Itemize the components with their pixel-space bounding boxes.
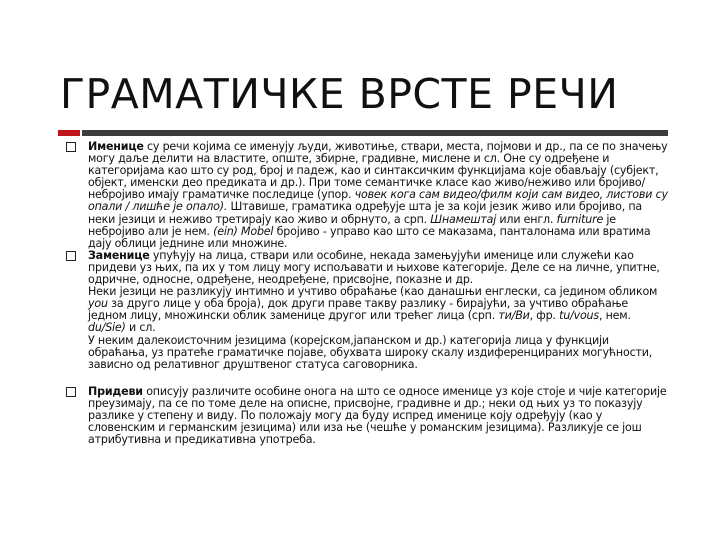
nouns-example-3: намештај xyxy=(441,212,497,226)
adjectives-paragraph xyxy=(88,386,668,446)
pronouns-para-2e: и сл. xyxy=(125,321,156,335)
title-rule-accent xyxy=(58,130,80,136)
bullet-adjectives xyxy=(58,386,668,446)
pronouns-term: Заменице xyxy=(88,248,150,262)
pronouns-text-1: упућују на лица, ствари или особине, некада замењујући именице или служећи као придеви уз њих, па их у том лицу могу испољавати и њихове категорије. Деле се на личне, упитне, одричне, односне, одређене, неодређене, присвојне, показне и др. xyxy=(88,248,660,287)
pronouns-paragraph-2 xyxy=(88,286,668,334)
nouns-text-4: или енгл. xyxy=(496,212,557,226)
pronouns-example-2: ти/Ви xyxy=(498,309,530,323)
pronouns-example-3: tu/vous xyxy=(559,309,599,323)
nouns-text-6: бројиво - управо као што се маказама, панталонама или вратима дају облици једнине или множине. xyxy=(88,224,651,250)
slide-body xyxy=(58,141,668,446)
nouns-example-2: Ш xyxy=(430,212,442,226)
pronouns-paragraph-3: У неким далекоисточним језицима (корејском,јапанском и др.) категорија лица у функцији обраћања, уз пратеће граматичке појаве, обухвата широку скалу издиференцираних могућности, зависно од релативног друштвеног статуса саговорника. xyxy=(88,333,653,371)
nouns-text-2: Штавише, граматика одређује шта је за који језик живо или бројиво, па неки језици и неживо третирају као живо и обрнуто, а срп. xyxy=(88,200,643,226)
pronouns-paragraph-1 xyxy=(88,250,668,286)
hollow-square-icon xyxy=(66,251,76,261)
nouns-paragraph xyxy=(88,141,668,250)
bullet-nouns xyxy=(58,141,668,250)
title-rule xyxy=(82,130,668,136)
adjectives-term: Придеви xyxy=(88,384,143,398)
pronouns-para-2d: , нем. xyxy=(598,309,631,323)
slide-title: ГРАМАТИЧКЕ ВРСТЕ РЕЧИ xyxy=(60,70,619,118)
nouns-text-1: су речи којима се именују људи, животиње, ствари, места, појмови и др., па се по значењу могу даље делити на властите, опште, збирне, градивне, мислене и сл. Оне су одређене и категоријама као што су род, број и падеж, као и синтаксичким функцијама које обављају (субјект, објект, именски део предиката и др.). При томе семантичке класе као живо/неживо или бројиво/небројиво имају граматичке последице (упор. xyxy=(88,140,668,202)
nouns-text-5: је небројиво али је нем. xyxy=(88,212,616,238)
hollow-square-icon xyxy=(66,142,76,152)
adjectives-text-1: описују различите особине онога на што се односе именице уз које стоје и чије категорије преузимају, па се по томе деле на описне, присвојне, градивне и др.; неки од њих уз то показују разлике у степену и виду. По положају могу да буду испред именице коју одређују (као у словенским и германским језицима) или иза ње (чешће у романским језицима). Разликује се још атрибутивна и предикативна употреба. xyxy=(88,384,667,447)
pronouns-para-2a: Неки језици не разликују интимно и учтиво обраћање (као данашњи енглески, са једином обликом xyxy=(88,285,658,299)
nouns-example-1: човек кога сам видео/филм који сам видео, листови су опали / лишће је опало). xyxy=(88,188,668,214)
nouns-example-4: furniture xyxy=(556,212,604,226)
pronouns-para-2b: за друго лице у оба броја), док други праве такву разлику - бирајући, за учтиво обраћање једном лицу, множински облик заменице другог или трећег лица (срп. xyxy=(88,297,629,323)
nouns-term: Именице xyxy=(88,140,144,153)
bullet-pronouns xyxy=(58,250,668,371)
pronouns-example-4: du/Sie) xyxy=(88,321,126,335)
pronouns-para-2c: , фр. xyxy=(529,309,560,323)
nouns-example-5: (ein) Mobel xyxy=(213,224,274,238)
hollow-square-icon xyxy=(66,387,76,397)
pronouns-example-1: you xyxy=(88,297,108,311)
